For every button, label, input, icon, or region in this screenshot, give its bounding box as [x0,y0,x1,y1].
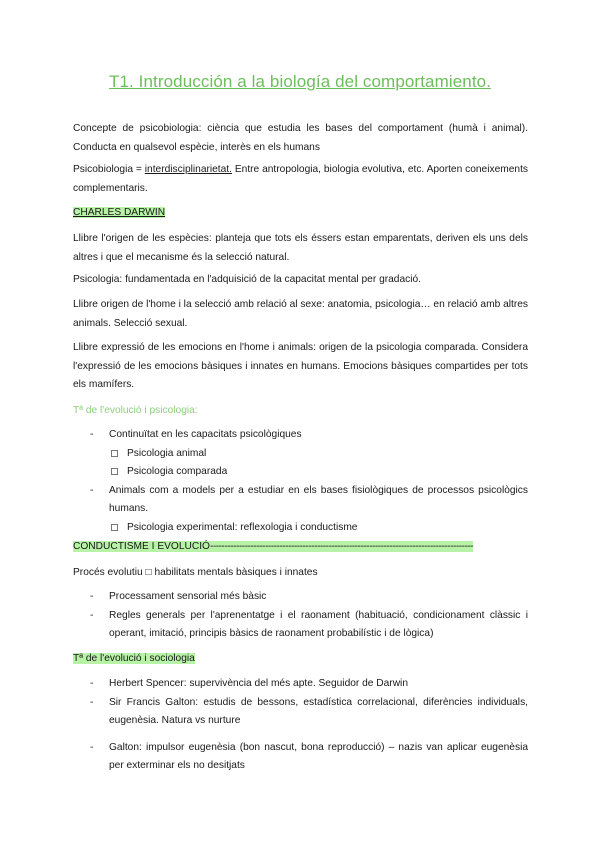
square-bullet-icon [111,468,118,475]
paragraph-proces-evolutiu: Procés evolutiu □ habilitats mentals bàsiques i innates [73,567,318,578]
heading-dash-line: ------------------------------------------------------------------------------------------- [209,541,474,552]
list-item: - Galton: impulsor eugenèsia (bon nascut, bona reproducció) – nazis van aplicar eugenèsia per exterminar els no desitjats [73,739,528,776]
list-item: - Herbert Spencer: supervivència del més apte. Seguidor de Darwin [73,675,528,694]
paragraph-psicobiologia [73,161,528,198]
darwin-heading-text: CHARLES DARWIN [73,207,166,218]
square-bullet-icon [111,450,118,457]
page-title: T1. Introducción a la biología del comportamiento. [108,72,492,91]
section-heading-conductisme [73,540,485,554]
list-item: - Sir Francis Galton: estudis de bessons, estadística correlacional, diferències individuals, eugenèsia. Natura vs nurture [73,694,528,731]
list-conductisme [73,588,528,644]
list-item: - Regles generals per l'aprenentatge i el raonament (habituació, condicionament clàssic i operant, imitació, principis bàsics de raonament probabilístic i de lògica) [73,607,528,644]
psicobiologia-rest: Entre antropologia, biologia evolutiva, etc. Aporten coneixements complementaris. [73,164,528,194]
sociologia-heading-text: Tª de l'evolució i sociologia [73,653,195,664]
paragraph-psicologia: Psicologia: fundamentada en l'adquisició de la capacitat mental per gradació. [73,274,421,285]
list-item: - Animals com a models per a estudiar en els bases fisiològiques de processos psicològics humans. [73,482,528,519]
paragraph-expressio-emocions: Llibre expressió de les emocions en l'home i animals: origen de la psicologia comparada. Considera l'expressió de les emocions bàsiques i innates en humans. Emocions bàsiques compartides per tots els mamífers. [73,342,528,390]
list-item: - Continuïtat en les capacitats psicològiques [73,426,528,445]
square-bullet-icon [111,524,118,531]
dash-bullet: - [90,696,94,708]
interdisciplinarietat-term: interdisciplinarietat. [144,164,232,175]
section-heading-darwin [73,206,165,220]
section-heading-sociologia [73,652,195,666]
paragraph-concepte: Concepte de psicobiologia: ciència que estudia les bases del comportament (humà i animal). Conducta en qualsevol espècie, interès en els humans [73,123,528,153]
dash-bullet: - [90,741,94,753]
list-item: - Processament sensorial més bàsic [73,588,528,607]
conductisme-heading-text: CONDUCTISME I EVOLUCIÓ------------------------------------------------------------------------------------------- [73,541,474,552]
list-evolucio-psicologia [73,426,528,537]
sub-list-item: Psicologia comparada [73,463,528,482]
paragraph-origen-home: Llibre origen de l'home i la selecció amb relació al sexe: anatomia, psicologia… en relació amb altres animals. Selecció sexual. [73,299,528,329]
dash-bullet: - [90,484,94,496]
dash-bullet: - [90,591,94,602]
dash-bullet: - [90,429,94,440]
psicobiologia-label: Psicobiologia = [73,164,145,175]
list-sociologia [73,675,528,776]
sub-list-item: Psicologia experimental: reflexologia i conductisme [73,519,528,538]
paragraph-origen-especies: Llibre l'origen de les espècies: planteja que tots els éssers estan emparentats, deriven els uns dels altres i que el mecanisme és la selecció natural. [73,233,528,263]
dash-bullet: - [90,678,94,689]
sub-list-item: Psicologia animal [73,445,528,464]
section-heading-evolucio-psicologia: Tª de l'evolució i psicologia: [73,405,198,416]
dash-bullet: - [90,609,94,621]
